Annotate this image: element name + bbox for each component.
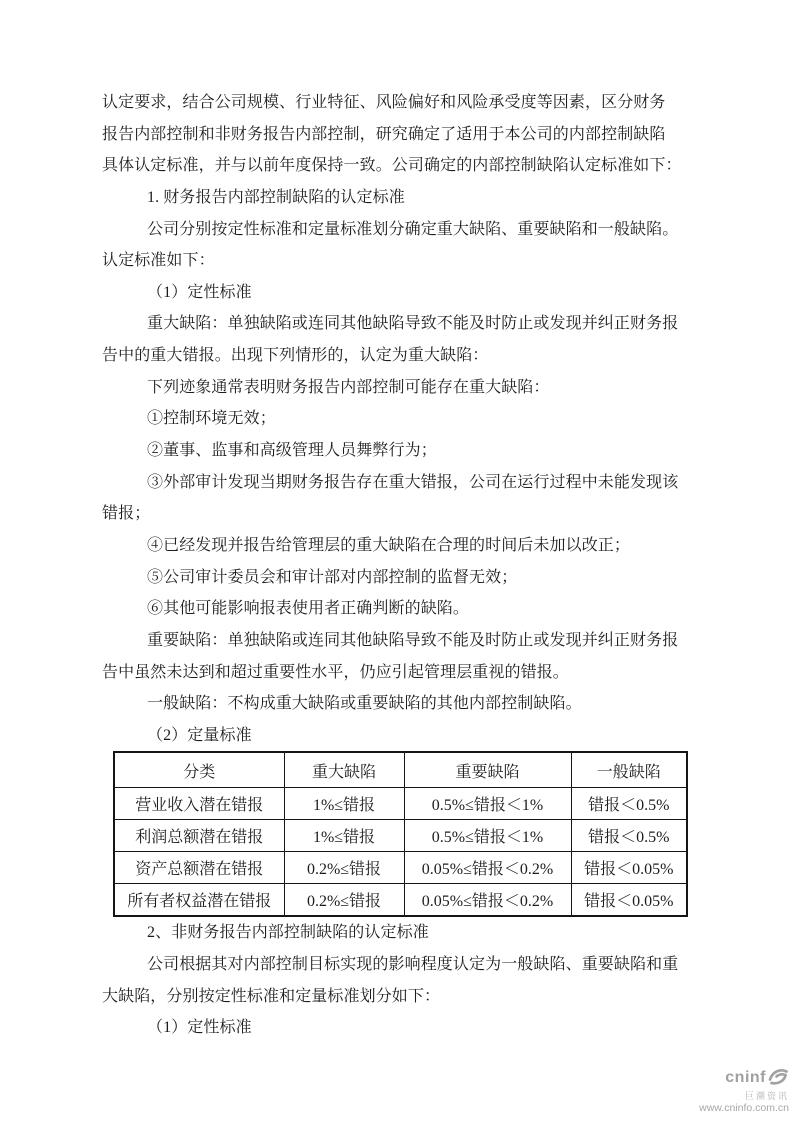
list-item-1: ①控制环境无效； bbox=[147, 410, 276, 428]
quantitative-criteria-table bbox=[113, 751, 688, 917]
paragraph-line: 公司分别按定性标准和定量标准划分确定重大缺陷、重要缺陷和一般缺陷。 bbox=[147, 220, 679, 238]
list-item-3: ③外部审计发现当期财务报告存在重大错报，公司在运行过程中未能发现该 bbox=[147, 473, 679, 491]
table-cell: 1%≤错报 bbox=[284, 820, 404, 852]
paragraph-line: 公司根据其对内部控制目标实现的影响程度认定为一般缺陷、重要缺陷和重 bbox=[147, 956, 679, 974]
table-cell: 1%≤错报 bbox=[284, 788, 404, 820]
paragraph-line: 下列迹象通常表明财务报告内部控制可能存在重大缺陷： bbox=[147, 378, 550, 396]
table-cell: 利润总额潜在错报 bbox=[114, 820, 284, 852]
paragraph-line: 告中虽然未达到和超过重要性水平，仍应引起管理层重视的错报。 bbox=[102, 663, 569, 681]
table-cell: 错报＜0.05% bbox=[571, 852, 687, 884]
paragraph-line: 认定要求，结合公司规模、行业特征、风险偏好和风险承受度等因素，区分财务 bbox=[102, 94, 666, 111]
subsection-heading-qualitative: （1）定性标准 bbox=[147, 283, 252, 301]
table-header-category: 分类 bbox=[114, 752, 284, 788]
table-cell: 营业收入潜在错报 bbox=[114, 788, 284, 820]
list-item-4: ④已经发现并报告给管理层的重大缺陷在合理的时间后未加以改正； bbox=[147, 536, 631, 554]
cninfo-url: www.cninfo.com.cn bbox=[699, 1101, 789, 1114]
list-item-5: ⑤公司审计委员会和审计部对内部控制的监督无效； bbox=[147, 568, 518, 586]
list-item-3-continued: 错报； bbox=[102, 505, 151, 523]
cninfo-brand-text: cninf bbox=[725, 1069, 766, 1087]
paragraph-line: 大缺陷，分别按定性标准和定量标准划分如下： bbox=[102, 987, 441, 1005]
paragraph-line: 具体认定标准，并与以前年度保持一致。公司确定的内部控制缺陷认定标准如下： bbox=[102, 157, 682, 175]
list-item-2: ②董事、监事和高级管理人员舞弊行为； bbox=[147, 442, 437, 460]
table-cell: 0.5%≤错报＜1% bbox=[404, 820, 571, 852]
table-header-major-defect: 重大缺陷 bbox=[284, 752, 404, 788]
subsection-heading-quantitative: （2）定量标准 bbox=[147, 726, 252, 744]
paragraph-line: 报告内部控制和非财务报告内部控制，研究确定了适用于本公司的内部控制缺陷 bbox=[102, 125, 666, 143]
table-cell: 0.2%≤错报 bbox=[284, 884, 404, 917]
table-cell: 0.5%≤错报＜1% bbox=[404, 788, 571, 820]
table-cell: 错报＜0.5% bbox=[571, 788, 687, 820]
table-cell: 所有者权益潜在错报 bbox=[114, 884, 284, 917]
table-cell: 资产总额潜在错报 bbox=[114, 852, 284, 884]
cninfo-chinese-name: 巨潮资讯 bbox=[744, 1090, 789, 1101]
section-heading-1: 1. 财务报告内部控制缺陷的认定标准 bbox=[147, 188, 405, 206]
cninfo-swirl-icon bbox=[767, 1067, 789, 1091]
section-heading-2: 2、非财务报告内部控制缺陷的认定标准 bbox=[147, 924, 429, 942]
table-cell: 0.2%≤错报 bbox=[284, 852, 404, 884]
document-body bbox=[102, 87, 682, 1044]
table-header-important-defect: 重要缺陷 bbox=[404, 752, 571, 788]
paragraph-line: 重大缺陷：单独缺陷或连同其他缺陷导致不能及时防止或发现并纠正财务报 bbox=[147, 315, 679, 333]
table-header-general-defect: 一般缺陷 bbox=[571, 752, 687, 788]
table-row bbox=[114, 788, 687, 820]
table-row bbox=[114, 820, 687, 852]
paragraph-line: 告中的重大错报。出现下列情形的，认定为重大缺陷： bbox=[102, 347, 489, 365]
table-row bbox=[114, 852, 687, 884]
paragraph-line: 重要缺陷：单独缺陷或连同其他缺陷导致不能及时防止或发现并纠正财务报 bbox=[147, 631, 679, 649]
table-cell: 错报＜0.05% bbox=[571, 884, 687, 917]
list-item-6: ⑥其他可能影响报表使用者正确判断的缺陷。 bbox=[147, 600, 470, 618]
table-cell: 0.05%≤错报＜0.2% bbox=[404, 852, 571, 884]
table-row bbox=[114, 884, 687, 917]
table-cell: 0.05%≤错报＜0.2% bbox=[404, 884, 571, 917]
table-cell: 错报＜0.5% bbox=[571, 820, 687, 852]
table-header-row bbox=[114, 752, 687, 788]
subsection-heading-qualitative-2: （1）定性标准 bbox=[147, 1019, 252, 1037]
paragraph-line: 认定标准如下： bbox=[102, 252, 215, 270]
paragraph-line: 一般缺陷：不构成重大缺陷或重要缺陷的其他内部控制缺陷。 bbox=[147, 695, 582, 713]
cninfo-watermark bbox=[699, 1067, 789, 1114]
cninfo-brand-row bbox=[699, 1067, 789, 1091]
